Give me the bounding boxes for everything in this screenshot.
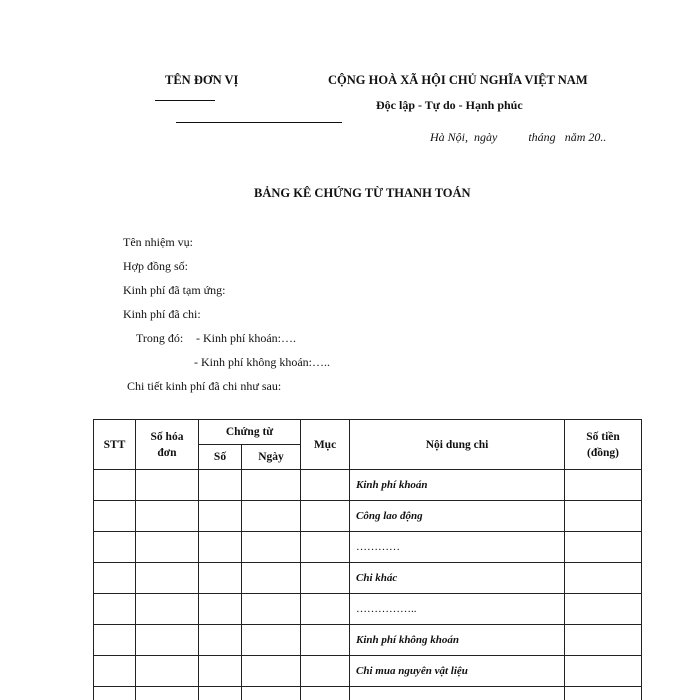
payment-voucher-table <box>93 419 642 700</box>
details-label: Chi tiết kinh phí đã chi như sau: <box>127 379 282 393</box>
table-row <box>94 501 642 532</box>
table-row <box>94 687 642 700</box>
lump-sum-funds-label: - Kinh phí khoán:…. <box>196 331 296 345</box>
header-invoice-number: Số hóa đơn <box>136 420 199 470</box>
table-row <box>94 532 642 563</box>
row-content: Kinh phí không khoán <box>350 625 565 656</box>
of-which-label: Trong đó: <box>136 331 184 345</box>
header-voucher: Chứng từ <box>199 420 301 445</box>
row-content: ………… <box>350 532 565 563</box>
date-month: tháng <box>528 130 556 144</box>
header-voucher-date: Ngày <box>242 445 301 470</box>
national-motto: Độc lập - Tự do - Hạnh phúc <box>376 98 523 112</box>
table-row <box>94 656 642 687</box>
unit-name-underline <box>155 100 215 101</box>
document-title: BẢNG KÊ CHỨNG TỪ THANH TOÁN <box>254 186 471 200</box>
non-lump-sum-funds-label: - Kinh phí không khoán:….. <box>194 355 330 369</box>
unit-signature-line <box>176 122 342 123</box>
row-content: Kinh phí khoán <box>350 470 565 501</box>
header-amount: Số tiền (đồng) <box>565 420 642 470</box>
date-place: Hà Nội, <box>430 130 469 144</box>
table-row <box>94 625 642 656</box>
country-name: CỘNG HOÀ XÃ HỘI CHỦ NGHĨA VIỆT NAM <box>328 73 588 87</box>
unit-name: TÊN ĐƠN VỊ <box>165 73 239 87</box>
row-content: Chi mua nguyên vật liệu <box>350 656 565 687</box>
task-name-label: Tên nhiệm vụ: <box>123 235 193 249</box>
row-content: …………….. <box>350 594 565 625</box>
header-content: Nội dung chi <box>350 420 565 470</box>
date-line <box>430 130 606 145</box>
header-item: Mục <box>301 420 350 470</box>
spent-funds-label: Kinh phí đã chi: <box>123 307 201 321</box>
table-row <box>94 594 642 625</box>
header-voucher-number: Số <box>199 445 242 470</box>
advance-funds-label: Kinh phí đã tạm ứng: <box>123 283 226 297</box>
date-day: ngày <box>474 130 498 144</box>
date-year: năm 20.. <box>564 130 607 144</box>
contract-number-label: Hợp đồng số: <box>123 259 189 273</box>
table-row <box>94 563 642 594</box>
table-row <box>94 470 642 501</box>
row-content: Chi khác <box>350 563 565 594</box>
row-content: Công lao động <box>350 501 565 532</box>
header-stt: STT <box>94 420 136 470</box>
